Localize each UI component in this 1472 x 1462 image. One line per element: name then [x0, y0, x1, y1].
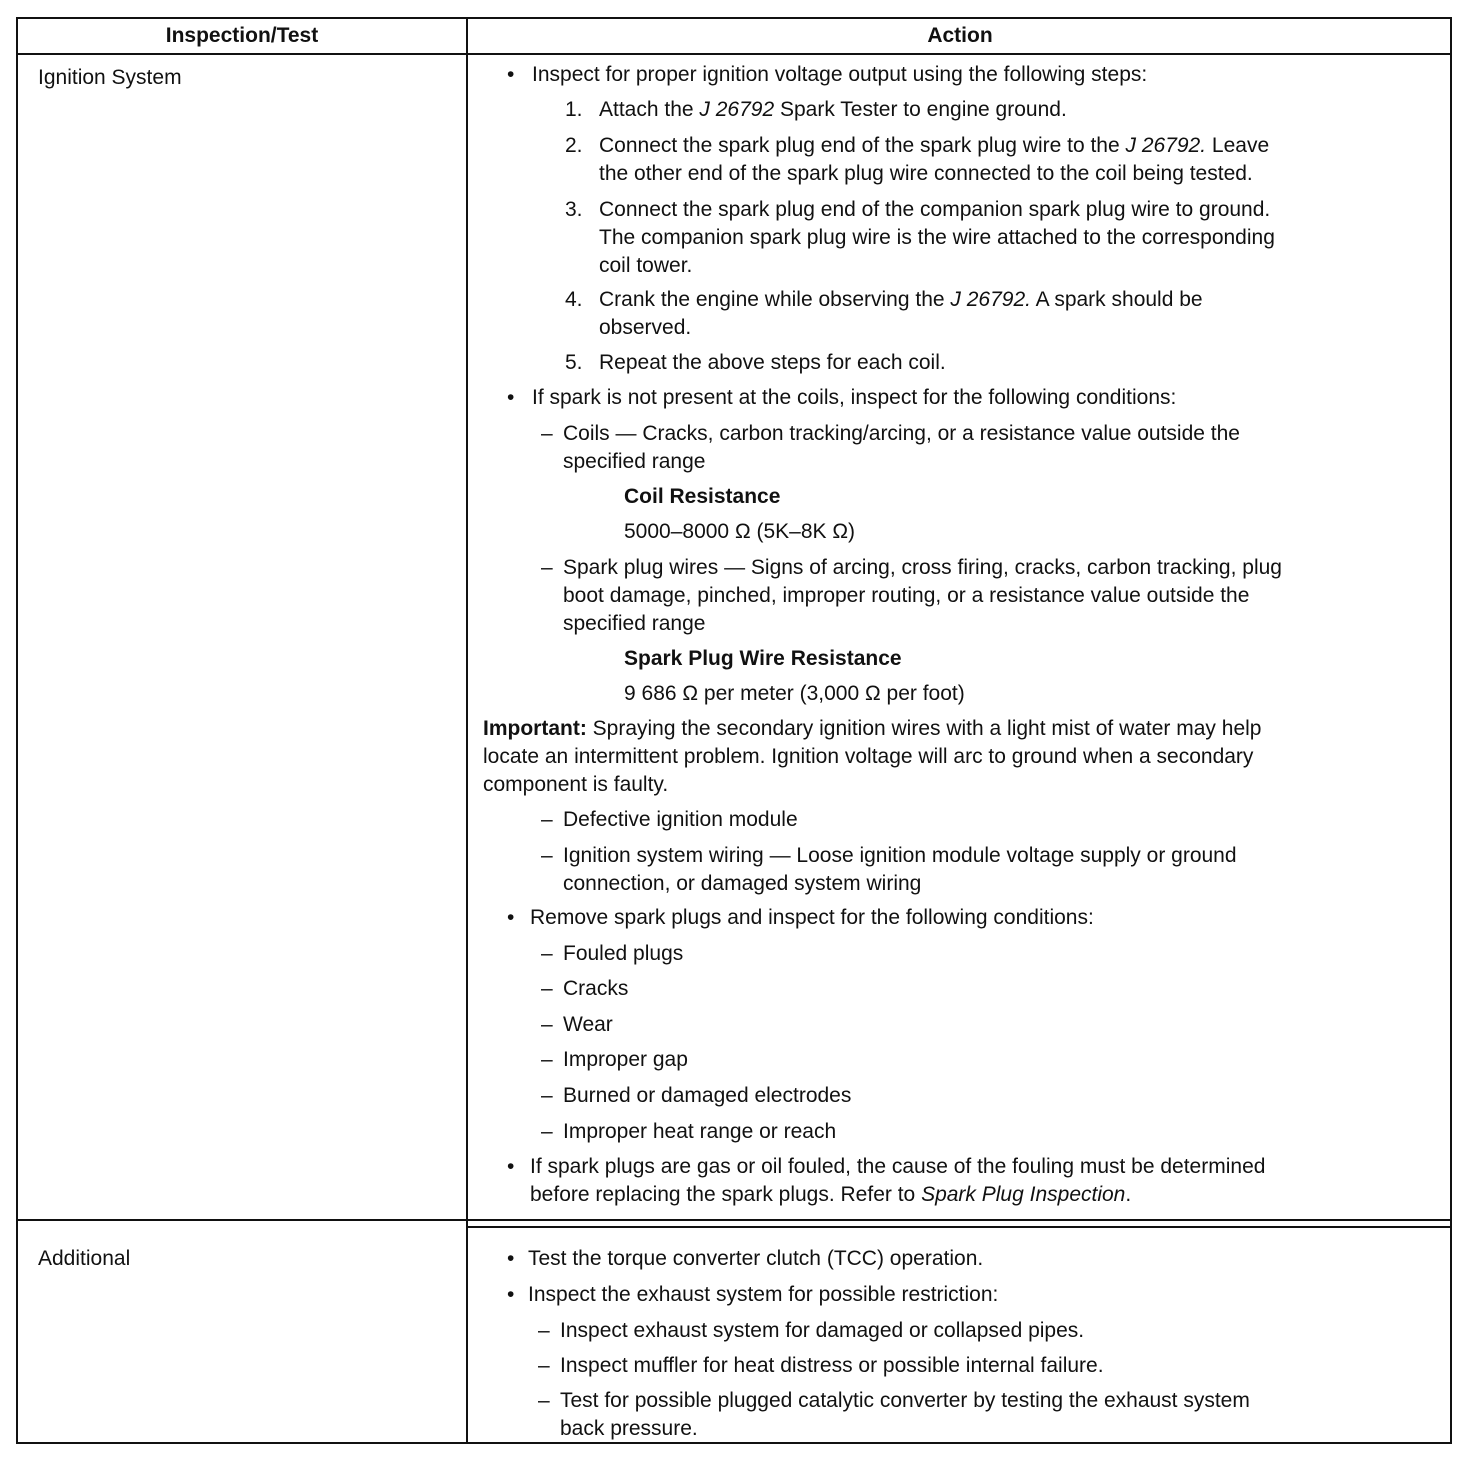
bullet-text: Remove spark plugs and inspect for the following conditions:	[530, 906, 1094, 929]
dash-glyph: –	[538, 1319, 550, 1342]
step-text: Connect the spark plug end of the spark plug wire to the J 26792. Leave	[599, 134, 1270, 157]
bullet-glyph: •	[507, 1283, 515, 1306]
step-text-cont: coil tower.	[599, 254, 693, 277]
bullet-text: Test the torque converter clutch (TCC) operation.	[528, 1247, 984, 1270]
dash-glyph: –	[541, 422, 553, 445]
bullet-glyph: •	[507, 386, 515, 409]
tool-ref: J 26792	[699, 98, 775, 121]
wire-resistance-value: 9 686 Ω per meter (3,000 Ω per foot)	[624, 682, 965, 705]
dash-text-cont: specified range	[563, 450, 706, 473]
wire-resistance-title: Spark Plug Wire Resistance	[624, 647, 902, 670]
step-number: 4.	[565, 288, 583, 311]
bullet-glyph: •	[507, 1247, 515, 1270]
step-text: Crank the engine while observing the J 26792. A spark should be	[599, 288, 1203, 311]
step-text-cont: The companion spark plug wire is the wire attached to the corresponding	[599, 226, 1275, 249]
important-note-cont: locate an intermittent problem. Ignition voltage will arc to ground when a secondary	[483, 745, 1254, 768]
step-number: 2.	[565, 134, 583, 157]
dash-glyph: –	[538, 1354, 550, 1377]
condition-item: Improper heat range or reach	[563, 1120, 837, 1143]
condition-item: Cracks	[563, 977, 629, 1000]
step-text: Attach the J 26792 Spark Tester to engine ground.	[599, 98, 1067, 121]
important-note: Important: Spraying the secondary ignition wires with a light mist of water may help	[483, 717, 1262, 740]
dash-text: Inspect muffler for heat distress or possible internal failure.	[560, 1354, 1104, 1377]
dash-glyph: –	[541, 977, 553, 1000]
bullet-text: Inspect for proper ignition voltage output using the following steps:	[532, 63, 1148, 86]
dash-text-cont: specified range	[563, 612, 706, 635]
dash-glyph: –	[541, 942, 553, 965]
coil-resistance-title: Coil Resistance	[624, 485, 781, 508]
important-label: Important:	[483, 717, 587, 740]
column-divider	[466, 19, 468, 1442]
dash-text: Inspect exhaust system for damaged or collapsed pipes.	[560, 1319, 1085, 1342]
tool-ref: J 26792.	[1125, 134, 1207, 157]
dash-glyph: –	[541, 1084, 553, 1107]
step-text-cont: the other end of the spark plug wire connected to the coil being tested.	[599, 162, 1253, 185]
step-number: 5.	[565, 351, 583, 374]
step-number: 1.	[565, 98, 583, 121]
dash-text-cont: boot damage, pinched, improper routing, or a resistance value outside the	[563, 584, 1250, 607]
bullet-text-cont: before replacing the spark plugs. Refer to Spark Plug Inspection.	[530, 1183, 1132, 1206]
dash-glyph: –	[538, 1389, 550, 1412]
dash-glyph: –	[541, 1013, 553, 1036]
dash-glyph: –	[541, 844, 553, 867]
dash-text-cont: connection, or damaged system wiring	[563, 872, 922, 895]
row-divider-inner	[468, 1226, 1450, 1228]
dash-text: Spark plug wires — Signs of arcing, cross firing, cracks, carbon tracking, plug	[563, 556, 1282, 579]
dash-glyph: –	[541, 1048, 553, 1071]
step-text: Repeat the above steps for each coil.	[599, 351, 946, 374]
bullet-text: Inspect the exhaust system for possible restriction:	[528, 1283, 999, 1306]
condition-item: Improper gap	[563, 1048, 688, 1071]
dash-text: Coils — Cracks, carbon tracking/arcing, or a resistance value outside the	[563, 422, 1240, 445]
condition-item: Wear	[563, 1013, 613, 1036]
condition-item: Fouled plugs	[563, 942, 684, 965]
dash-text: Test for possible plugged catalytic converter by testing the exhaust system	[560, 1389, 1250, 1412]
step-number: 3.	[565, 198, 583, 221]
important-note-cont: component is faulty.	[483, 773, 669, 796]
dash-glyph: –	[541, 556, 553, 579]
step-text: Connect the spark plug end of the companion spark plug wire to ground.	[599, 198, 1271, 221]
bullet-glyph: •	[507, 1155, 515, 1178]
dash-glyph: –	[541, 808, 553, 831]
tool-ref: J 26792.	[950, 288, 1031, 311]
dash-text: Defective ignition module	[563, 808, 798, 831]
coil-resistance-value: 5000–8000 Ω (5K–8K Ω)	[624, 520, 856, 543]
dash-text-cont: back pressure.	[560, 1417, 698, 1440]
step-text-cont: observed.	[599, 316, 692, 339]
row-divider	[18, 1219, 1450, 1221]
header-inspection: Inspection/Test	[165, 24, 319, 47]
dash-glyph: –	[541, 1120, 553, 1143]
dash-text: Ignition system wiring — Loose ignition module voltage supply or ground	[563, 844, 1237, 867]
row-label-additional: Additional	[38, 1247, 131, 1270]
header-action: Action	[927, 24, 993, 47]
cross-reference: Spark Plug Inspection	[921, 1183, 1126, 1206]
condition-item: Burned or damaged electrodes	[563, 1084, 852, 1107]
bullet-text: If spark plugs are gas or oil fouled, the cause of the fouling must be determined	[530, 1155, 1266, 1178]
header-divider	[18, 53, 1450, 55]
row-label-ignition: Ignition System	[38, 66, 182, 89]
bullet-glyph: •	[507, 906, 515, 929]
bullet-text: If spark is not present at the coils, inspect for the following conditions:	[532, 386, 1177, 409]
